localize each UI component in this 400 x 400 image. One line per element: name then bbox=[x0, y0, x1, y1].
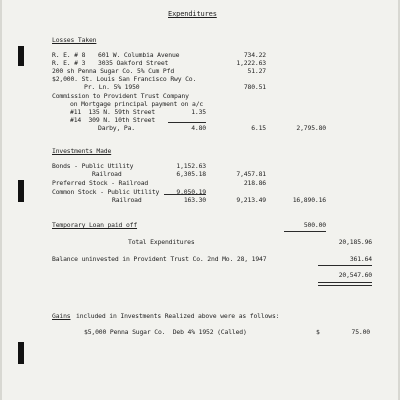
loss-line-2-address: 3035 Oakford Street bbox=[98, 59, 169, 67]
bonds-amount-2: 6,305.18 bbox=[176, 170, 206, 178]
common-stock-amount-2: 163.30 bbox=[183, 196, 206, 204]
gains-item: $5,000 Penna Sugar Co. Deb 4% 1952 (Called) bbox=[84, 328, 247, 336]
total-expenditures-amount: 20,185.96 bbox=[338, 238, 372, 246]
scan-edge-left bbox=[0, 0, 2, 400]
gains-label: Gains bbox=[52, 312, 71, 320]
bonds-amount-1: 1,152.63 bbox=[176, 162, 206, 170]
losses-total: 2,795.80 bbox=[296, 124, 326, 132]
commission-line-5: Darby, Pa. bbox=[98, 124, 135, 132]
page-title: Expenditures bbox=[168, 10, 217, 18]
temporary-loan-underline bbox=[284, 231, 326, 232]
bonds-label-2: Railroad bbox=[92, 170, 122, 178]
loss-line-5-amount: 780.51 bbox=[243, 83, 266, 91]
common-stock-label-1: Common Stock - Public Utility bbox=[52, 188, 160, 196]
commission-amount-1: 1.35 bbox=[191, 108, 206, 116]
gains-description: included in Investments Realized above were as follows: bbox=[76, 312, 280, 320]
loss-line-4-label: $2,000. St. Louis San Francisco Rwy Co. bbox=[52, 75, 197, 83]
commission-line-3: #11 135 N. 59th Street bbox=[70, 108, 156, 116]
gains-amount: 75.00 bbox=[351, 328, 370, 336]
preferred-stock-subtotal: 218.86 bbox=[243, 179, 266, 187]
commission-subtotal: 6.15 bbox=[251, 124, 266, 132]
loss-line-5-label: Pr. Ln. 5% 1950 bbox=[84, 83, 140, 91]
balance-label: Balance uninvested in Provident Trust Co. 2nd Mo. 28, 1947 bbox=[52, 255, 267, 263]
temporary-loan-amount: 500.00 bbox=[303, 221, 326, 229]
bonds-label-1: Bonds - Public Utility bbox=[52, 162, 134, 170]
commission-line-2: on Mortgage principal payment on a/c bbox=[70, 100, 204, 108]
commission-amount-2: 4.80 bbox=[191, 124, 206, 132]
common-stock-subtotal: 9,213.49 bbox=[236, 196, 266, 204]
binder-punch-middle bbox=[18, 180, 24, 202]
losses-heading: Losses Taken bbox=[52, 36, 97, 44]
investments-heading: Investments Made bbox=[52, 147, 112, 155]
common-stock-label-2: Railroad bbox=[112, 196, 142, 204]
commission-line-4: #14 309 N. 10th Street bbox=[70, 116, 156, 124]
gains-currency: $ bbox=[316, 328, 320, 336]
loss-line-1-amount: 734.22 bbox=[243, 51, 266, 59]
balance-amount: 361.64 bbox=[349, 255, 372, 263]
loss-line-2-label: R. E. # 3 bbox=[52, 59, 86, 67]
total-expenditures-label: Total Expenditures bbox=[128, 238, 195, 246]
loss-line-3-amount: 51.27 bbox=[247, 67, 266, 75]
common-stock-underline bbox=[164, 194, 206, 195]
loss-line-1-label: R. E. # 8 bbox=[52, 51, 86, 59]
bonds-subtotal: 7,457.81 bbox=[236, 170, 266, 178]
binder-punch-bottom bbox=[18, 342, 24, 364]
grand-total-amount: 20,547.60 bbox=[338, 271, 372, 279]
commission-underline bbox=[168, 122, 206, 123]
loss-line-1-address: 601 W. Columbia Avenue bbox=[98, 51, 180, 59]
loss-line-2-amount: 1,222.63 bbox=[236, 59, 266, 67]
common-stock-amount-1: 9,050.19 bbox=[176, 188, 206, 196]
loss-line-3-label: 200 sh Penna Sugar Co. 5% Cum Pfd bbox=[52, 67, 175, 75]
grand-total-underline-2 bbox=[318, 285, 372, 286]
binder-punch-top bbox=[18, 46, 24, 66]
temporary-loan-label: Temporary Loan paid off bbox=[52, 221, 138, 229]
grand-total-underline-1 bbox=[318, 282, 372, 283]
commission-line-1: Commission to Provident Trust Company bbox=[52, 92, 189, 100]
investments-total: 16,890.16 bbox=[292, 196, 326, 204]
balance-underline bbox=[318, 265, 372, 266]
preferred-stock-label: Preferred Stock - Railroad bbox=[52, 179, 149, 187]
